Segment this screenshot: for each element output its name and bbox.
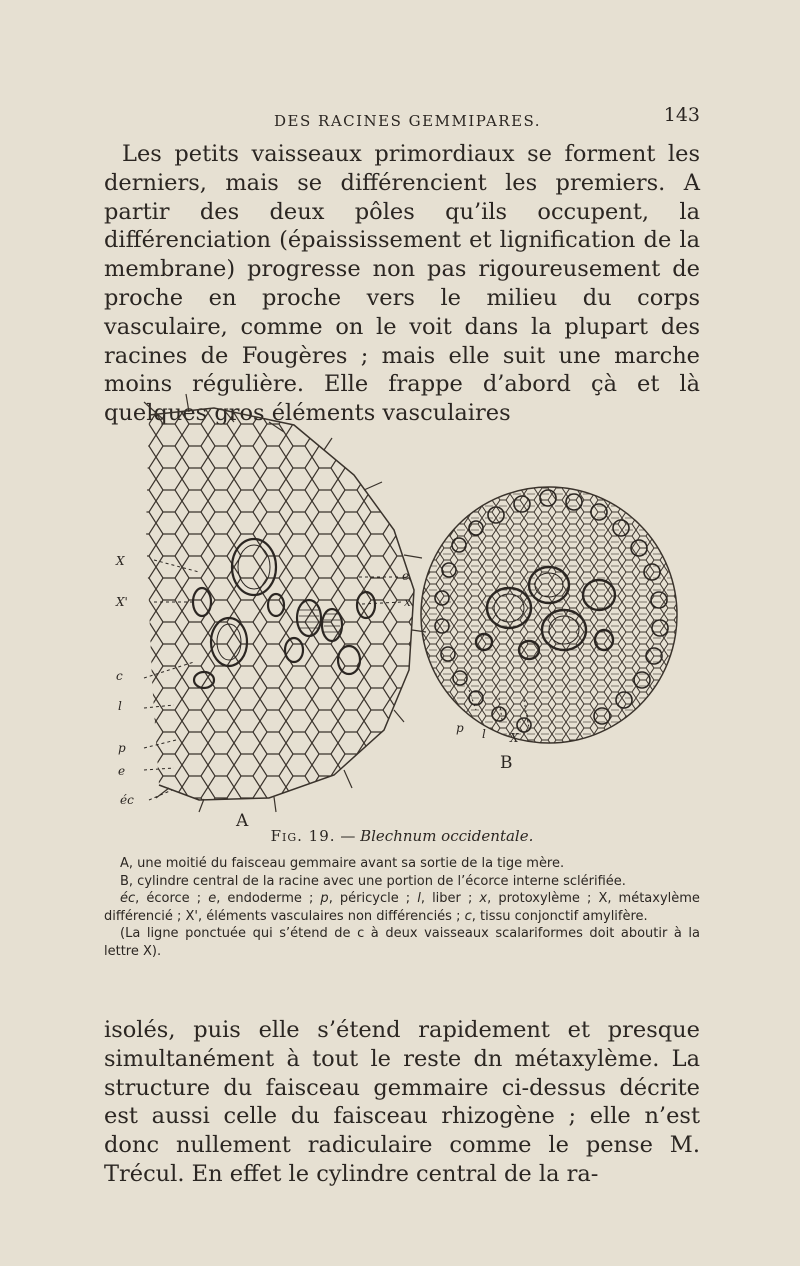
legend-c-text: , tissu conjonctif amylifère. (471, 908, 648, 924)
caption-dash: — (340, 827, 356, 845)
label-a-c: c (116, 669, 123, 683)
legend-e: e (208, 891, 217, 906)
legend-l: l (417, 891, 421, 906)
legend-ec: éc (120, 891, 136, 906)
figure-number: Fig. 19. (270, 827, 336, 845)
label-a-e-right: e (402, 569, 410, 583)
figure-legend (104, 855, 700, 960)
legend-line-b: B, cylindre central de la racine avec une portion de l’écorce interne sclérifiée. (120, 873, 626, 889)
legend-e-text: , endoderme ; (216, 891, 314, 906)
label-b-l: l (482, 727, 486, 741)
label-a-l: l (118, 699, 122, 713)
label-a-X-prime: X' (116, 595, 128, 609)
legend-ec-text: , écorce ; (135, 891, 202, 906)
paragraph-top: Les petits vaisseaux primordiaux se forment les derniers, mais se différencient les premiers. A partir des deux pôles qu’ils occupent, la différenciation (épaississement et lignification de la membrane) progresse non pas rigoureusement de proche en proche vers le milieu du corps vasculaire, comme on le voit dans la plupart des racines de Fougères ; mais elle suit une marche moins régulière. Elle frappe d’abord çà et là quelques gros éléments vasculaires (104, 141, 700, 427)
figure-illustration (104, 380, 700, 830)
label-b-p: p (456, 721, 464, 735)
panel-a-label: A (236, 811, 249, 830)
figure-caption-title (104, 827, 700, 845)
legend-x: x (479, 891, 488, 906)
legend-line-a: A, une moitié du faisceau gemmaire avant sa sortie de la tige mère. (120, 856, 565, 871)
legend-abbreviations (104, 890, 700, 925)
label-a-e: e (118, 764, 126, 778)
panel-a-drawing (134, 394, 426, 812)
panel-b-drawing (421, 487, 677, 743)
label-a-X: X (116, 554, 125, 568)
panel-b-label: B (500, 753, 513, 773)
running-head (104, 104, 700, 134)
legend-note: (La ligne ponctuée qui s’étend de c à deux vaisseaux scalariformes doit aboutir à la lettre X). (104, 926, 700, 959)
legend-c: c (464, 908, 472, 924)
label-a-x-right: x (404, 595, 411, 609)
page-number: 143 (663, 104, 700, 126)
species-name: Blechnum occidentale. (360, 827, 534, 845)
legend-p: p (320, 891, 329, 906)
legend-p-text: , péricycle ; (328, 891, 411, 906)
label-b-X: X (510, 731, 519, 745)
label-a-ec: éc (120, 793, 134, 807)
legend-x-text: , protoxylème ; X, métaxylème différencié ; X', éléments vasculaires non différenciés ; (104, 891, 700, 924)
legend-l-text: , liber ; (420, 891, 473, 906)
figure-19 (104, 380, 700, 830)
running-title: DES RACINES GEMMIPARES. (274, 112, 542, 130)
label-a-p: p (118, 741, 126, 755)
paragraph-bottom: isolés, puis elle s’étend rapidement et presque simultanément à tout le reste dn métaxylème. La structure du faisceau gemmaire ci-dessus décrite est aussi celle du faisceau rhizogène ; elle n’est donc nullement radiculaire comme le pense M. Trécul. En effet le cylindre central de la ra- (104, 1017, 700, 1187)
